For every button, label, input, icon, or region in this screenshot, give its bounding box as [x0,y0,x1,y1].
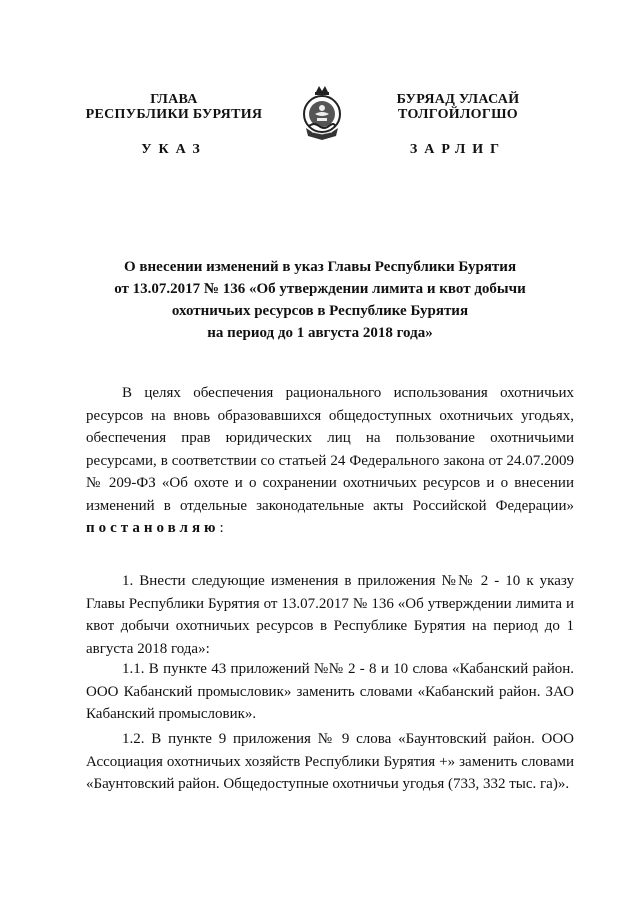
decree-colon: : [219,520,224,536]
item-paragraph: 1. Внести следующие изменения в приложения №№ 2 - 10 к указу Главы Республики Бурятия от 13.07.2017 № 136 «Об утверждении лимита и квот добычи охотничьих ресурсов в Республике Бурятия на период до 1 августа 2018 года»: [86,573,574,657]
document-title [80,256,560,344]
coat-of-arms-buryatia-icon [298,82,346,146]
subitem-paragraph: 1.1. В пункте 43 приложений №№ 2 - 8 и 10 слова «Кабанский район. ООО Кабанский промысловик» заменить словами «Кабанский район. ЗАО Кабанский промысловик». [86,661,574,722]
preamble-text: В целях обеспечения рационального использования охотничьих ресурсов на вновь образовавшихся общедоступных охотничьих угодьях, обеспечения прав юридических лиц на пользование охотничьими ресурсами, в соответствии со статьей 24 Федерального закона от 24.07.2009 № 209-ФЗ «Об охоте и о сохранении охотничьих ресурсов и о внесении изменений в отдельные законодательные акты Российской Федерации» [86,385,574,514]
decree-word: постановляю [86,520,220,536]
preamble-paragraph [86,382,574,540]
document-header [0,0,640,170]
title-line: от 13.07.2017 № 136 «Об утверждении лимита и квот добычи [114,281,526,297]
issuer-line: ГЛАВА [150,92,198,107]
doc-type-buryat: ЗАРЛИГ [409,142,507,157]
title-line: на период до 1 августа 2018 года» [207,325,433,341]
issuer-line: ТОЛГОЙЛОГШО [398,107,518,122]
doc-type-russian: УКАЗ [141,142,207,157]
title-line: охотничьих ресурсов в Республике Бурятия [171,303,469,319]
title-line: О внесении изменений в указ Главы Республики Бурятия [123,259,517,275]
issuer-line: БУРЯАД УЛАСАЙ [396,92,520,107]
issuer-title-russian [74,92,274,122]
issuer-title-buryat [358,92,558,122]
issuer-line: РЕСПУБЛИКИ БУРЯТИЯ [85,107,263,122]
subitem-paragraph: 1.2. В пункте 9 приложения № 9 слова «Баунтовский район. ООО Ассоциация охотничьих хозяйств Республики Бурятия +» заменить словами «Баунтовский район. Общедоступные охотничьи угодья (733, 332 тыс. га)». [86,731,574,792]
